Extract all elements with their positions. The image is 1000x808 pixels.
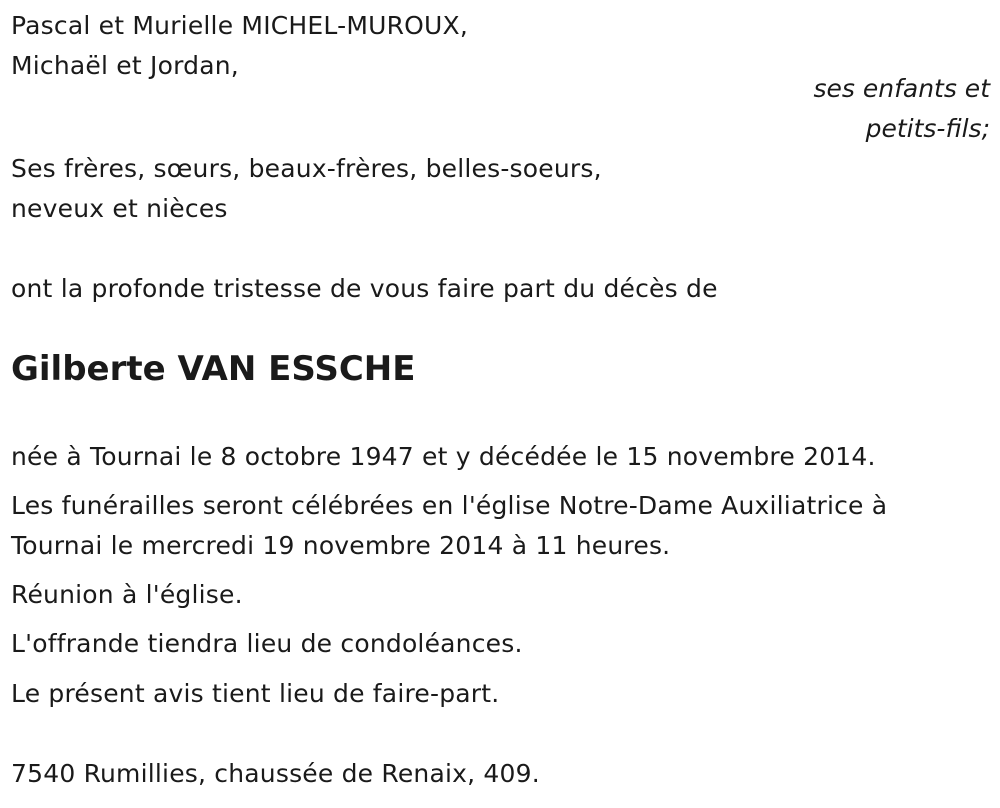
address-text: 7540 Rumillies, chaussée de Renaix, 409. — [11, 759, 540, 788]
birth-death-text: née à Tournai le 8 octobre 1947 et y décédée le 15 novembre 2014. — [11, 442, 876, 471]
notice-text: Le présent avis tient lieu de faire-part. — [11, 679, 500, 708]
offering-text: L'offrande tiendra lieu de condoléances. — [11, 629, 523, 658]
family-line-2: Michaël et Jordan, — [11, 51, 239, 80]
relatives-line-2: neveux et nièces — [11, 194, 228, 223]
funeral-line-1: Les funérailles seront célébrées en l'église Notre-Dame Auxiliatrice à — [11, 491, 888, 520]
family-line-1: Pascal et Murielle MICHEL-MUROUX, — [11, 11, 469, 40]
family-role-line-2: petits-fils; — [865, 114, 990, 143]
deceased-name: Gilberte VAN ESSCHE — [11, 349, 416, 389]
funeral-line-2: Tournai le mercredi 19 novembre 2014 à 11 heures. — [11, 531, 671, 560]
meeting-text: Réunion à l'église. — [11, 580, 243, 609]
family-role-line-1: ses enfants et — [813, 74, 990, 103]
relatives-line-1: Ses frères, sœurs, beaux-frères, belles-soeurs, — [11, 154, 602, 183]
announcement-text: ont la profonde tristesse de vous faire part du décès de — [11, 274, 718, 303]
